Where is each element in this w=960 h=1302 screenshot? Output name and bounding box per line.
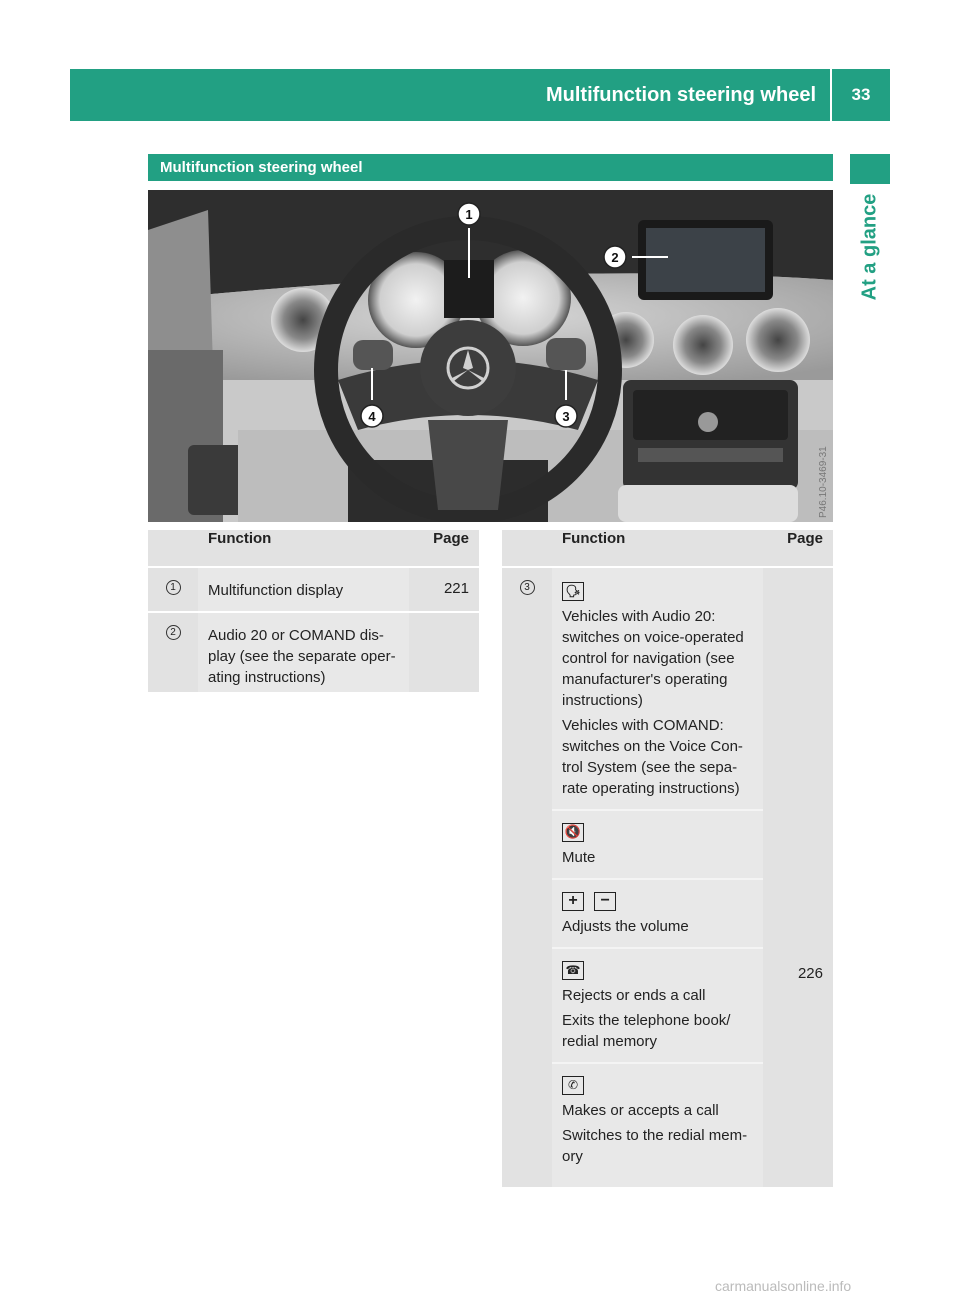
page-ref [409,612,479,692]
col-page-header: Page [763,530,833,567]
volume-up-icon: + [562,892,584,911]
function-table-left [148,530,479,692]
item-number: 1 [166,580,181,595]
watermark: carmanualsonline.info [715,1278,852,1294]
voice-control-icon: 🗣 [562,582,584,601]
steering-wheel-photo [148,190,833,522]
voice-text-comand: Vehicles with COMAND: switches on the Voice Con-trol System (see the sepa-rate operating instructions) [562,717,743,797]
volume-block [552,878,763,947]
table-row [148,612,479,692]
accept-call-icon: ✆ [562,1076,584,1095]
volume-text: Adjusts the volume [562,918,689,935]
voice-text-audio20: Vehicles with Audio 20: switches on voice-operated control for navigation (see manufacturer's operating instructions) [562,608,744,709]
item-number: 3 [520,580,535,595]
col-page-header: Page [409,530,479,567]
callout-4 [361,405,383,427]
reject-block [552,947,763,1062]
exit-phonebook-text: Exits the telephone book/ redial memory [562,1012,731,1050]
mute-text: Mute [562,849,596,866]
section-title: Multifunction steering wheel [148,154,833,181]
function-cell [552,567,763,1187]
table-row [148,567,479,612]
accept-text: Makes or accepts a call [562,1102,719,1119]
voice-block [552,580,763,809]
volume-down-icon: − [594,892,616,911]
photo-code: P46.10-3469-31 [818,446,829,518]
function-text: Audio 20 or COMAND dis-play (see the separate oper-ating instructions) [198,612,409,692]
mute-block [552,809,763,878]
end-call-icon: ☎ [562,961,584,980]
reject-text: Rejects or ends a call [562,987,706,1004]
table-row [502,567,833,1187]
accept-block [552,1062,763,1177]
svg-text:2: 2 [611,250,619,265]
side-tab-marker [850,154,890,184]
page-number: 33 [851,85,871,104]
svg-text:3: 3 [562,409,570,424]
function-table-right [502,530,833,1187]
callout-1 [458,203,480,225]
page-ref[interactable]: 226 [797,965,823,982]
svg-text:1: 1 [465,207,473,222]
col-function-header: Function [198,530,409,567]
svg-text:4: 4 [368,409,376,424]
redial-text: Switches to the redial mem-ory [562,1127,748,1165]
col-function-header: Function [552,530,763,567]
callout-2 [604,246,626,268]
mute-icon: 🔇 [562,823,584,842]
callout-3 [555,405,577,427]
side-tab-label: At a glance [858,193,881,301]
item-number: 2 [166,625,181,640]
page-header [70,69,890,121]
header-title: Multifunction steering wheel [545,83,816,106]
page-ref[interactable]: 221 [409,567,479,612]
function-text: Multifunction display [198,567,409,612]
